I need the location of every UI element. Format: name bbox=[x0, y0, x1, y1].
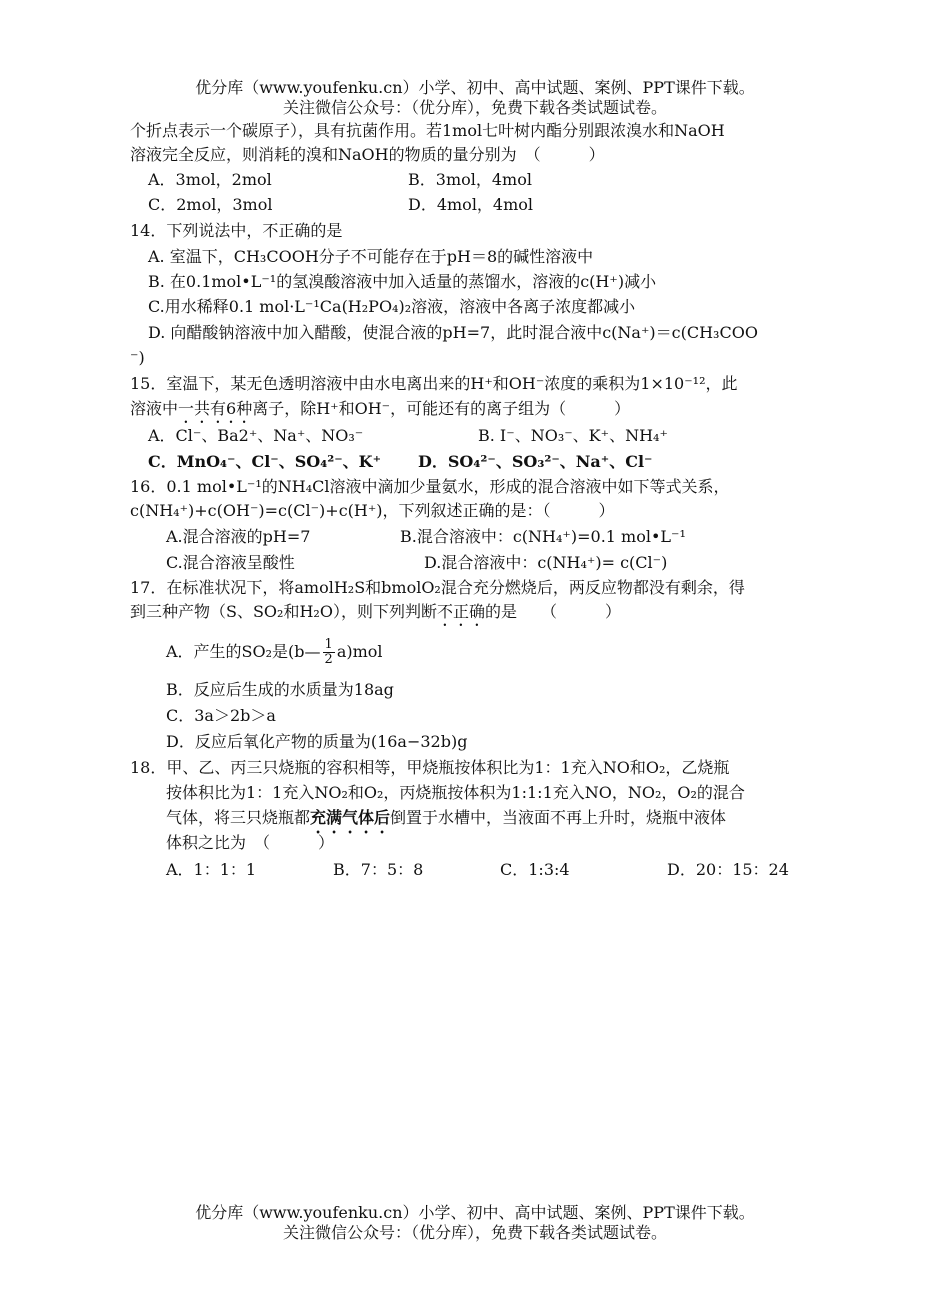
q18-emphasis: 充满气体后 bbox=[310, 808, 391, 827]
q17-option-a bbox=[166, 638, 383, 667]
q17-stem-1: 17．在标准状况下，将amolH₂S和bmolO₂混合充分燃烧后，两反应物都没有剩余，得 bbox=[130, 578, 745, 597]
q14-stem: 14．下列说法中，不正确的是 bbox=[130, 221, 343, 240]
q17-option-c: C．3a＞2b＞a bbox=[166, 706, 276, 725]
q18-stem-4: 体积之比为 （ ） bbox=[166, 833, 335, 852]
q18-stem-2: 按体积比为1：1充入NO₂和O₂，丙烧瓶按体积为1:1:1充入NO，NO₂，O₂的混合 bbox=[166, 783, 745, 802]
q15-stem-1: 15．室温下，某无色透明溶液中由水电离出来的H⁺和OH⁻浓度的乘积为1×10⁻¹²，此 bbox=[130, 374, 738, 393]
q17-option-a-pre: A．产生的SO₂是(b— bbox=[166, 642, 321, 661]
q13-option-c: C．2mol，3mol bbox=[148, 195, 273, 214]
q13-option-d: D．4mol，4mol bbox=[408, 195, 534, 214]
q15-emphasis: 一共有6种 bbox=[178, 399, 253, 418]
q16-option-a: A.混合溶液的pH=7 bbox=[166, 527, 311, 546]
q17-stem-2-pre: 到三种产物（S、SO₂和H₂O），则下列判断 bbox=[130, 602, 437, 621]
q18-stem-1: 18．甲、乙、丙三只烧瓶的容积相等，甲烧瓶按体积比为1：1充入NO和O₂，乙烧瓶 bbox=[130, 758, 730, 777]
q16-option-d: D.混合溶液中：c(NH₄⁺)= c(Cl⁻) bbox=[424, 553, 668, 572]
q13-continuation-2: 溶液完全反应，则消耗的溴和NaOH的物质的量分别为 （ ） bbox=[130, 145, 605, 164]
header-line-2: 关注微信公众号：（优分库），免费下载各类试题试卷。 bbox=[282, 98, 667, 117]
q14-option-d: D. 向醋酸钠溶液中加入醋酸，使混合液的pH=7，此时混合液中c(Na⁺)＝c(CH₃COO bbox=[148, 323, 758, 342]
q15-option-b: B. I⁻、NO₃⁻、K⁺、NH₄⁺ bbox=[478, 426, 668, 445]
q13-option-a: A．3mol，2mol bbox=[148, 170, 272, 189]
q18-option-d: D．20：15：24 bbox=[667, 860, 789, 879]
footer-line-2: 关注微信公众号：（优分库），免费下载各类试题试卷。 bbox=[282, 1223, 667, 1242]
q18-option-c: C．1:3:4 bbox=[500, 860, 570, 879]
q16-stem-2: c(NH₄⁺)+c(OH⁻)=c(Cl⁻)+c(H⁺)，下列叙述正确的是：（ ） bbox=[130, 501, 615, 520]
fraction-numerator: 1 bbox=[324, 637, 333, 652]
header-line-1: 优分库（www.youfenku.cn）小学、初中、高中试题、案例、PPT课件下载。 bbox=[195, 78, 755, 97]
q13-option-b: B．3mol，4mol bbox=[408, 170, 532, 189]
q16-stem-1: 16．0.1 mol•L⁻¹的NH₄Cl溶液中滴加少量氨水，形成的混合溶液中如下等式关系， bbox=[130, 477, 730, 496]
q16-option-c: C.混合溶液呈酸性 bbox=[166, 553, 295, 572]
q13-continuation-1: 个折点表示一个碳原子），具有抗菌作用。若1mol七叶树内酯分别跟浓溴水和NaOH bbox=[130, 121, 725, 140]
q17-option-a-post: a)mol bbox=[336, 642, 383, 661]
footer-line-1: 优分库（www.youfenku.cn）小学、初中、高中试题、案例、PPT课件下载。 bbox=[195, 1203, 755, 1222]
q17-option-d: D．反应后氧化产物的质量为(16a−32b)g bbox=[166, 732, 468, 751]
q18-stem-3-pre: 气体，将三只烧瓶都 bbox=[166, 808, 311, 827]
q17-stem-2 bbox=[130, 602, 621, 630]
q18-stem-3-post: 倒置于水槽中，当液面不再上升时，烧瓶中液体 bbox=[390, 808, 727, 827]
q17-option-b: B．反应后生成的水质量为18ag bbox=[166, 680, 394, 699]
fraction-denominator: 2 bbox=[324, 652, 333, 667]
q14-option-b: B. 在0.1mol•L⁻¹的氢溴酸溶液中加入适量的蒸馏水，溶液的c(H⁺)减小 bbox=[148, 272, 657, 291]
q14-option-c: C.用水稀释0.1 mol·L⁻¹Ca(H₂PO₄)₂溶液，溶液中各离子浓度都减小 bbox=[148, 297, 636, 316]
q15-option-c: C．MnO₄⁻、Cl⁻、SO₄²⁻、K⁺ bbox=[148, 452, 382, 471]
q17-stem-2-post: 的是 （ ） bbox=[484, 602, 621, 621]
q15-stem-2-post: 离子，除H⁺和OH⁻，可能还有的离子组为（ ） bbox=[252, 399, 631, 418]
q15-stem-2-pre: 溶液中 bbox=[130, 399, 179, 418]
q15-option-a: A．Cl⁻、Ba2⁺、Na⁺、NO₃⁻ bbox=[148, 426, 364, 445]
q18-option-a: A．1：1：1 bbox=[166, 860, 257, 879]
q15-option-d: D．SO₄²⁻、SO₃²⁻、Na⁺、Cl⁻ bbox=[418, 452, 653, 471]
fraction-one-half bbox=[323, 638, 335, 667]
q17-emphasis: 不正确 bbox=[436, 602, 485, 621]
q14-option-d-cont: ⁻) bbox=[130, 348, 145, 367]
q18-option-b: B．7：5：8 bbox=[333, 860, 424, 879]
q14-option-a: A. 室温下，CH₃COOH分子不可能存在于pH＝8的碱性溶液中 bbox=[148, 247, 594, 266]
q16-option-b: B.混合溶液中：c(NH₄⁺)=0.1 mol•L⁻¹ bbox=[400, 527, 686, 546]
q15-stem-2 bbox=[130, 399, 630, 427]
